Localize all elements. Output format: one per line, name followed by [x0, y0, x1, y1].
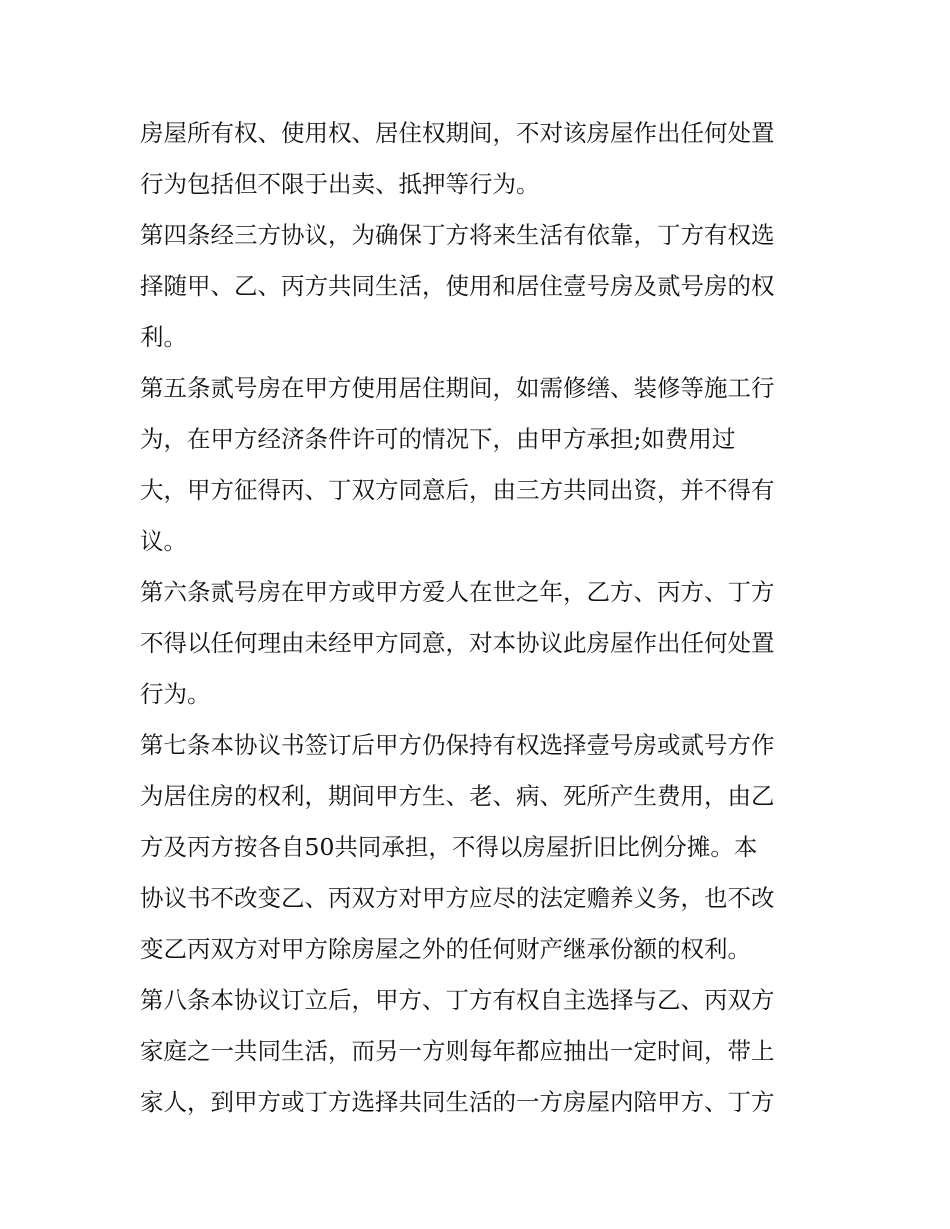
text-line: 利。: [140, 323, 187, 351]
text-line: 为，在甲方经济条件许可的情况下，由甲方承担;如费用过: [140, 425, 736, 453]
text-line: 协议书不改变乙、丙双方对甲方应尽的法定赡养义务，也不改: [140, 884, 775, 912]
text-line: 第四条经三方协议，为确保丁方将来生活有依靠，丁方有权选: [140, 221, 775, 249]
text-line: 第六条贰号房在甲方或甲方爱人在世之年，乙方、丙方、丁方: [140, 578, 775, 606]
text-line: 变乙丙双方对甲方除房屋之外的任何财产继承份额的权利。: [140, 935, 751, 963]
text-line: 行为。: [140, 680, 211, 708]
text-line: 第七条本协议书签订后甲方仍保持有权选择壹号房或贰号方作: [140, 731, 775, 759]
text-line: 议。: [140, 527, 187, 555]
text-line: 大，甲方征得丙、丁双方同意后，由三方共同出资，并不得有: [140, 476, 775, 504]
agreement-text: [140, 108, 830, 1128]
text-line: 第五条贰号房在甲方使用居住期间，如需修缮、装修等施工行: [140, 374, 775, 402]
text-line: 择随甲、乙、丙方共同生活，使用和居住壹号房及贰号房的权: [140, 272, 775, 300]
text-line: 方及丙方按各自50共同承担，不得以房屋折旧比例分摊。本: [140, 833, 758, 861]
text-line: 房屋所有权、使用权、居住权期间，不对该房屋作出任何处置: [140, 119, 775, 147]
text-line: 家庭之一共同生活，而另一方则每年都应抽出一定时间，带上: [140, 1037, 775, 1065]
text-line: 行为包括但不限于出卖、抵押等行为。: [140, 170, 540, 198]
text-line: 不得以任何理由未经甲方同意，对本协议此房屋作出任何处置: [140, 629, 775, 657]
text-line: 家人，到甲方或丁方选择共同生活的一方房屋内陪甲方、丁方: [140, 1088, 775, 1116]
text-line: 第八条本协议订立后，甲方、丁方有权自主选择与乙、丙双方: [140, 986, 775, 1014]
text-line: 为居住房的权利，期间甲方生、老、病、死所产生费用，由乙: [140, 782, 775, 810]
